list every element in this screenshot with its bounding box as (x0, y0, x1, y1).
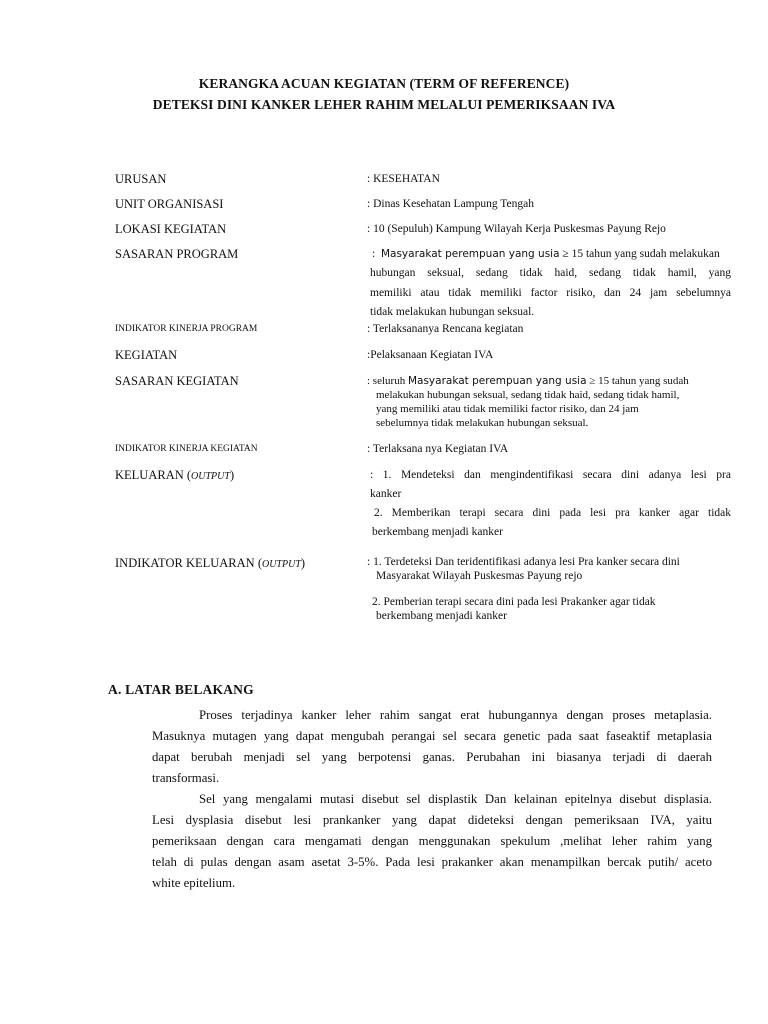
paragraph-line: Masuknya mutagen yang dapat mengubah perangai sel secara genetic pada saat faseaktif metaplasia (152, 729, 712, 743)
paragraph-line: dapat berubah menjadi sel yang berpotensi ganas. Perubahan ini biasanya terjadi di daerah (152, 750, 712, 764)
field-value-keluaran-line3: 2. Memberikan terapi secara dini pada lesi pra kanker agar tidak (374, 507, 731, 519)
paragraph-line: transformasi. (152, 771, 220, 785)
colon-prefix: : (372, 248, 376, 260)
field-label-sasaran-program: SASARAN PROGRAM (115, 247, 239, 261)
document-subtitle: DETEKSI DINI KANKER LEHER RAHIM MELALUI PEMERIKSAAN IVA (152, 97, 616, 112)
field-value-urusan: : KESEHATAN (367, 173, 440, 185)
highlight-text: Masyarakat perempuan yang usia (407, 375, 587, 387)
paragraph-line: Lesi dysplasia disebut lesi prankanker yang dapat dideteksi dengan pemeriksaan IVA, yaitu (152, 813, 712, 827)
field-label-indikator-keluaran (115, 556, 305, 571)
field-value-sasaran-kegiatan-line4: sebelumnya tidak melakukan hubungan seksual. (376, 417, 589, 429)
paragraph-line: Proses terjadinya kanker leher rahim sangat erat hubungannya dengan proses metaplasia. (199, 708, 712, 722)
field-value-keluaran-line4: berkembang menjadi kanker (372, 526, 503, 538)
field-value-sasaran-program-line4: tidak melakukan hubungan seksual. (370, 306, 535, 318)
field-label-lokasi-kegiatan: LOKASI KEGIATAN (115, 222, 227, 236)
field-label-indikator-kinerja-program: INDIKATOR KINERJA PROGRAM (115, 324, 258, 334)
paragraph-line: Sel yang mengalami mutasi disebut sel displastik Dan kelainan epitelnya disebut displasia. (199, 792, 712, 806)
field-value-sasaran-program-line1 (372, 248, 720, 260)
field-label-kegiatan: KEGIATAN (115, 348, 178, 362)
label-text: INDIKATOR KELUARAN ( (115, 556, 262, 570)
line-rest: ≥ 15 tahun yang sudah melakukan (562, 248, 720, 260)
highlight-text: Masyarakat perempuan yang usia (380, 248, 560, 260)
field-value-indikator-keluaran-line1: : 1. Terdeteksi Dan teridentifikasi adanya lesi Pra kanker secara dini (367, 556, 680, 568)
field-value-keluaran-line1: : 1. Mendeteksi dan mengindentifikasi secara dini adanya lesi pra (370, 469, 731, 481)
field-value-sasaran-kegiatan-line3: yang memiliki atau tidak memiliki factor risiko, dan 24 jam (376, 403, 639, 415)
label-end: ) (300, 556, 306, 570)
label-text: KELUARAN ( (115, 468, 192, 482)
paragraph-line: pemeriksaan dengan cara mengamati dengan menggunakan spekulum ,melihat leher rahim yang (152, 834, 712, 848)
label-italic: OUTPUT (261, 559, 301, 570)
field-value-sasaran-program-line2: hubungan seksual, sedang tidak haid, sedang tidak hamil, yang (370, 267, 731, 279)
section-heading-latar-belakang: A. LATAR BELAKANG (108, 682, 254, 697)
field-value-lokasi-kegiatan: : 10 (Sepuluh) Kampung Wilayah Kerja Puskesmas Payung Rejo (367, 223, 666, 235)
field-label-sasaran-kegiatan: SASARAN KEGIATAN (115, 374, 239, 388)
field-value-kegiatan: :Pelaksanaan Kegiatan IVA (367, 349, 494, 361)
field-value-sasaran-kegiatan-line2: melakukan hubungan seksual, sedang tidak haid, sedang tidak hamil, (376, 389, 680, 401)
field-value-indikator-kinerja-program: : Terlaksananya Rencana kegiatan (367, 323, 524, 335)
field-value-sasaran-program-line3: memiliki atau tidak memiliki factor risiko, dan 24 jam sebelumnya (370, 287, 731, 299)
line-rest: ≥ 15 tahun yang sudah (589, 375, 689, 387)
field-value-unit-organisasi: : Dinas Kesehatan Lampung Tengah (367, 198, 534, 210)
field-label-keluaran (115, 468, 234, 483)
field-label-urusan: URUSAN (115, 172, 167, 186)
field-value-keluaran-line2: kanker (370, 488, 402, 500)
document-title: KERANGKA ACUAN KEGIATAN (TERM OF REFERENCE) (198, 76, 570, 91)
label-end: ) (229, 468, 235, 482)
paragraph-line: telah di pulas dengan asam asetat 3-5%. Pada lesi prakanker akan menampilkan bercak putih/ aceto (152, 855, 712, 869)
colon-prefix: : seluruh (367, 375, 406, 387)
paragraph-line: white epitelium. (152, 876, 236, 890)
field-value-indikator-keluaran-line3: 2. Pemberian terapi secara dini pada lesi Prakanker agar tidak (372, 596, 656, 608)
label-italic: OUTPUT (191, 471, 230, 482)
field-label-indikator-kinerja-kegiatan: INDIKATOR KINERJA KEGIATAN (115, 444, 258, 454)
field-value-indikator-kinerja-kegiatan: : Terlaksana nya Kegiatan IVA (367, 443, 509, 455)
field-label-unit-organisasi: UNIT ORGANISASI (115, 197, 224, 211)
field-value-indikator-keluaran-line4: berkembang menjadi kanker (376, 610, 507, 622)
field-value-indikator-keluaran-line2: Masyarakat Wilayah Puskesmas Payung rejo (376, 570, 583, 582)
field-value-sasaran-kegiatan-line1 (367, 375, 689, 387)
